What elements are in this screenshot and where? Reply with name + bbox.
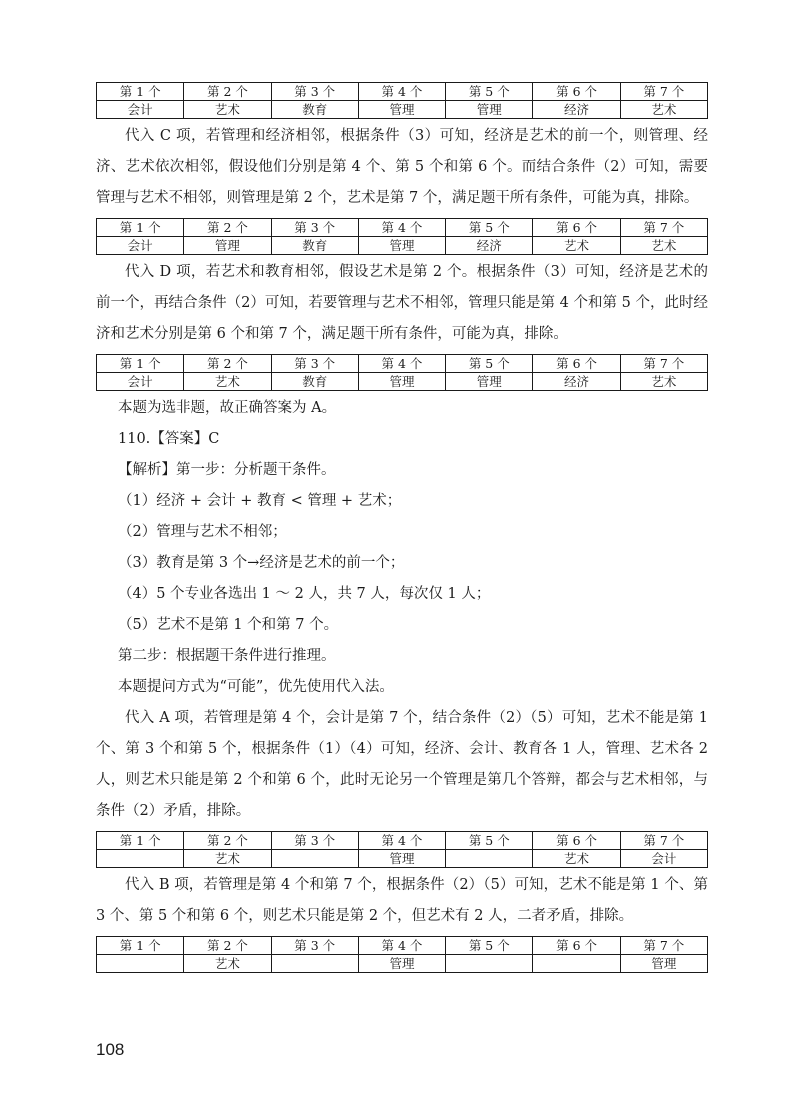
table-cell: 第 7 个 [620, 832, 707, 850]
table-cell: 第 2 个 [184, 937, 271, 955]
table-cell: 会计 [620, 850, 707, 868]
page-number: 108 [96, 1040, 125, 1059]
table-cell: 艺术 [620, 237, 707, 255]
table-cell: 第 3 个 [271, 832, 358, 850]
table-cell [271, 955, 358, 973]
table-cell: 第 6 个 [533, 83, 620, 101]
table-cell: 管理 [620, 955, 707, 973]
table-cell: 管理 [446, 373, 533, 391]
table-cell: 会计 [97, 237, 184, 255]
table-header-row [97, 219, 708, 237]
table-header-row [97, 832, 708, 850]
condition-item: （3）教育是第 3 个→经济是艺术的前一个； [118, 555, 405, 571]
method-line: 本题提问方式为“可能”，优先使用代入法。 [118, 679, 394, 695]
table-cell: 艺术 [184, 101, 271, 119]
sequence-table-2 [96, 218, 708, 255]
table-cell: 经济 [533, 373, 620, 391]
table-cell: 第 6 个 [533, 355, 620, 373]
table-cell: 教育 [271, 237, 358, 255]
table-cell: 第 4 个 [358, 832, 445, 850]
table-row [97, 101, 708, 119]
table-cell: 第 2 个 [184, 219, 271, 237]
table-cell: 第 7 个 [620, 83, 707, 101]
table-cell: 经济 [533, 101, 620, 119]
analysis-heading: 【解析】第一步：分析题干条件。 [118, 462, 336, 478]
table-cell: 第 5 个 [446, 219, 533, 237]
table-cell: 第 6 个 [533, 937, 620, 955]
table-row [97, 955, 708, 973]
step-two-heading: 第二步：根据题干条件进行推理。 [118, 648, 336, 664]
table-cell: 管理 [358, 101, 445, 119]
table-cell: 第 1 个 [97, 355, 184, 373]
table-cell: 第 5 个 [446, 832, 533, 850]
table-cell: 第 3 个 [271, 83, 358, 101]
table-cell: 第 4 个 [358, 219, 445, 237]
table-cell: 第 4 个 [358, 355, 445, 373]
table-cell: 第 1 个 [97, 219, 184, 237]
table-cell [97, 955, 184, 973]
table-cell: 管理 [358, 850, 445, 868]
sequence-table-4 [96, 831, 708, 868]
table-cell [446, 955, 533, 973]
table-cell: 第 7 个 [620, 937, 707, 955]
table-header-row [97, 355, 708, 373]
table-cell: 教育 [271, 373, 358, 391]
table-cell: 第 1 个 [97, 937, 184, 955]
table-cell: 艺术 [184, 955, 271, 973]
sequence-table-5 [96, 936, 708, 973]
table-cell: 第 3 个 [271, 355, 358, 373]
table-cell: 艺术 [184, 850, 271, 868]
table-row [97, 850, 708, 868]
table-cell: 第 7 个 [620, 219, 707, 237]
answer-line: 110.【答案】C [118, 431, 220, 447]
table-cell: 第 3 个 [271, 937, 358, 955]
table-cell: 教育 [271, 101, 358, 119]
table-cell: 会计 [97, 373, 184, 391]
sequence-table-3 [96, 354, 708, 391]
table-cell: 第 1 个 [97, 832, 184, 850]
table-cell: 第 6 个 [533, 219, 620, 237]
table-cell: 第 4 个 [358, 83, 445, 101]
conclusion-line: 本题为选非题，故正确答案为 A。 [118, 400, 337, 416]
table-header-row [97, 937, 708, 955]
paragraph-option-a: 代入 A 项，若管理是第 4 个，会计是第 7 个，结合条件（2）（5）可知，艺术不能是第 1 个、第 3 个和第 5 个，根据条件（1）（4）可知，经济、会计、教育各 1 人，管理、艺术各 2 人，则艺术只能是第 2 个和第 6 个，此时无论另一个管理是第几个答辩，都会与艺术相邻，与条件（2）矛盾，排除。 [96, 710, 708, 819]
paragraph-option-b: 代入 B 项，若管理是第 4 个和第 7 个，根据条件（2）（5）可知，艺术不能是第 1 个、第 3 个、第 5 个和第 6 个，则艺术只能是第 2 个，但艺术有 2 人，二者矛盾，排除。 [96, 877, 708, 924]
table-cell: 管理 [358, 237, 445, 255]
table-cell: 第 3 个 [271, 219, 358, 237]
table-cell: 管理 [358, 373, 445, 391]
condition-item: （2）管理与艺术不相邻； [118, 524, 287, 540]
table-cell: 第 5 个 [446, 83, 533, 101]
table-cell: 第 4 个 [358, 937, 445, 955]
table-cell: 艺术 [620, 373, 707, 391]
table-cell: 艺术 [533, 850, 620, 868]
table-cell: 第 1 个 [97, 83, 184, 101]
paragraph-option-c: 代入 C 项，若管理和经济相邻，根据条件（3）可知，经济是艺术的前一个，则管理、经济、艺术依次相邻，假设他们分别是第 4 个、第 5 个和第 6 个。而结合条件（2）可知，需要管理与艺术不相邻，则管理是第 2 个，艺术是第 7 个，满足题干所有条件，可能为真，排除。 [96, 128, 708, 206]
table-row [97, 373, 708, 391]
table-cell [271, 850, 358, 868]
page-content [96, 78, 708, 975]
condition-item: （5）艺术不是第 1 个和第 7 个。 [118, 617, 339, 633]
table-cell: 第 6 个 [533, 832, 620, 850]
table-cell: 第 2 个 [184, 355, 271, 373]
table-cell: 艺术 [620, 101, 707, 119]
table-cell: 第 7 个 [620, 355, 707, 373]
table-cell: 管理 [358, 955, 445, 973]
table-cell [533, 955, 620, 973]
table-cell: 管理 [184, 237, 271, 255]
table-cell: 经济 [446, 237, 533, 255]
table-header-row [97, 83, 708, 101]
table-cell: 管理 [446, 101, 533, 119]
table-cell: 第 2 个 [184, 83, 271, 101]
table-cell: 会计 [97, 101, 184, 119]
table-cell: 第 2 个 [184, 832, 271, 850]
table-cell [97, 850, 184, 868]
table-cell: 第 5 个 [446, 355, 533, 373]
table-cell [446, 850, 533, 868]
table-cell: 艺术 [533, 237, 620, 255]
paragraph-option-d: 代入 D 项，若艺术和教育相邻，假设艺术是第 2 个。根据条件（3）可知，经济是艺术的前一个，再结合条件（2）可知，若要管理与艺术不相邻，管理只能是第 4 个和第 5 个，此时经济和艺术分别是第 6 个和第 7 个，满足题干所有条件，可能为真，排除。 [96, 264, 708, 342]
sequence-table-1 [96, 82, 708, 119]
table-cell: 艺术 [184, 373, 271, 391]
table-row [97, 237, 708, 255]
table-cell: 第 5 个 [446, 937, 533, 955]
condition-item: （4）5 个专业各选出 1 ～ 2 人，共 7 人，每次仅 1 人； [118, 586, 491, 602]
condition-item: （1）经济 + 会计 + 教育 < 管理 + 艺术； [118, 493, 402, 509]
